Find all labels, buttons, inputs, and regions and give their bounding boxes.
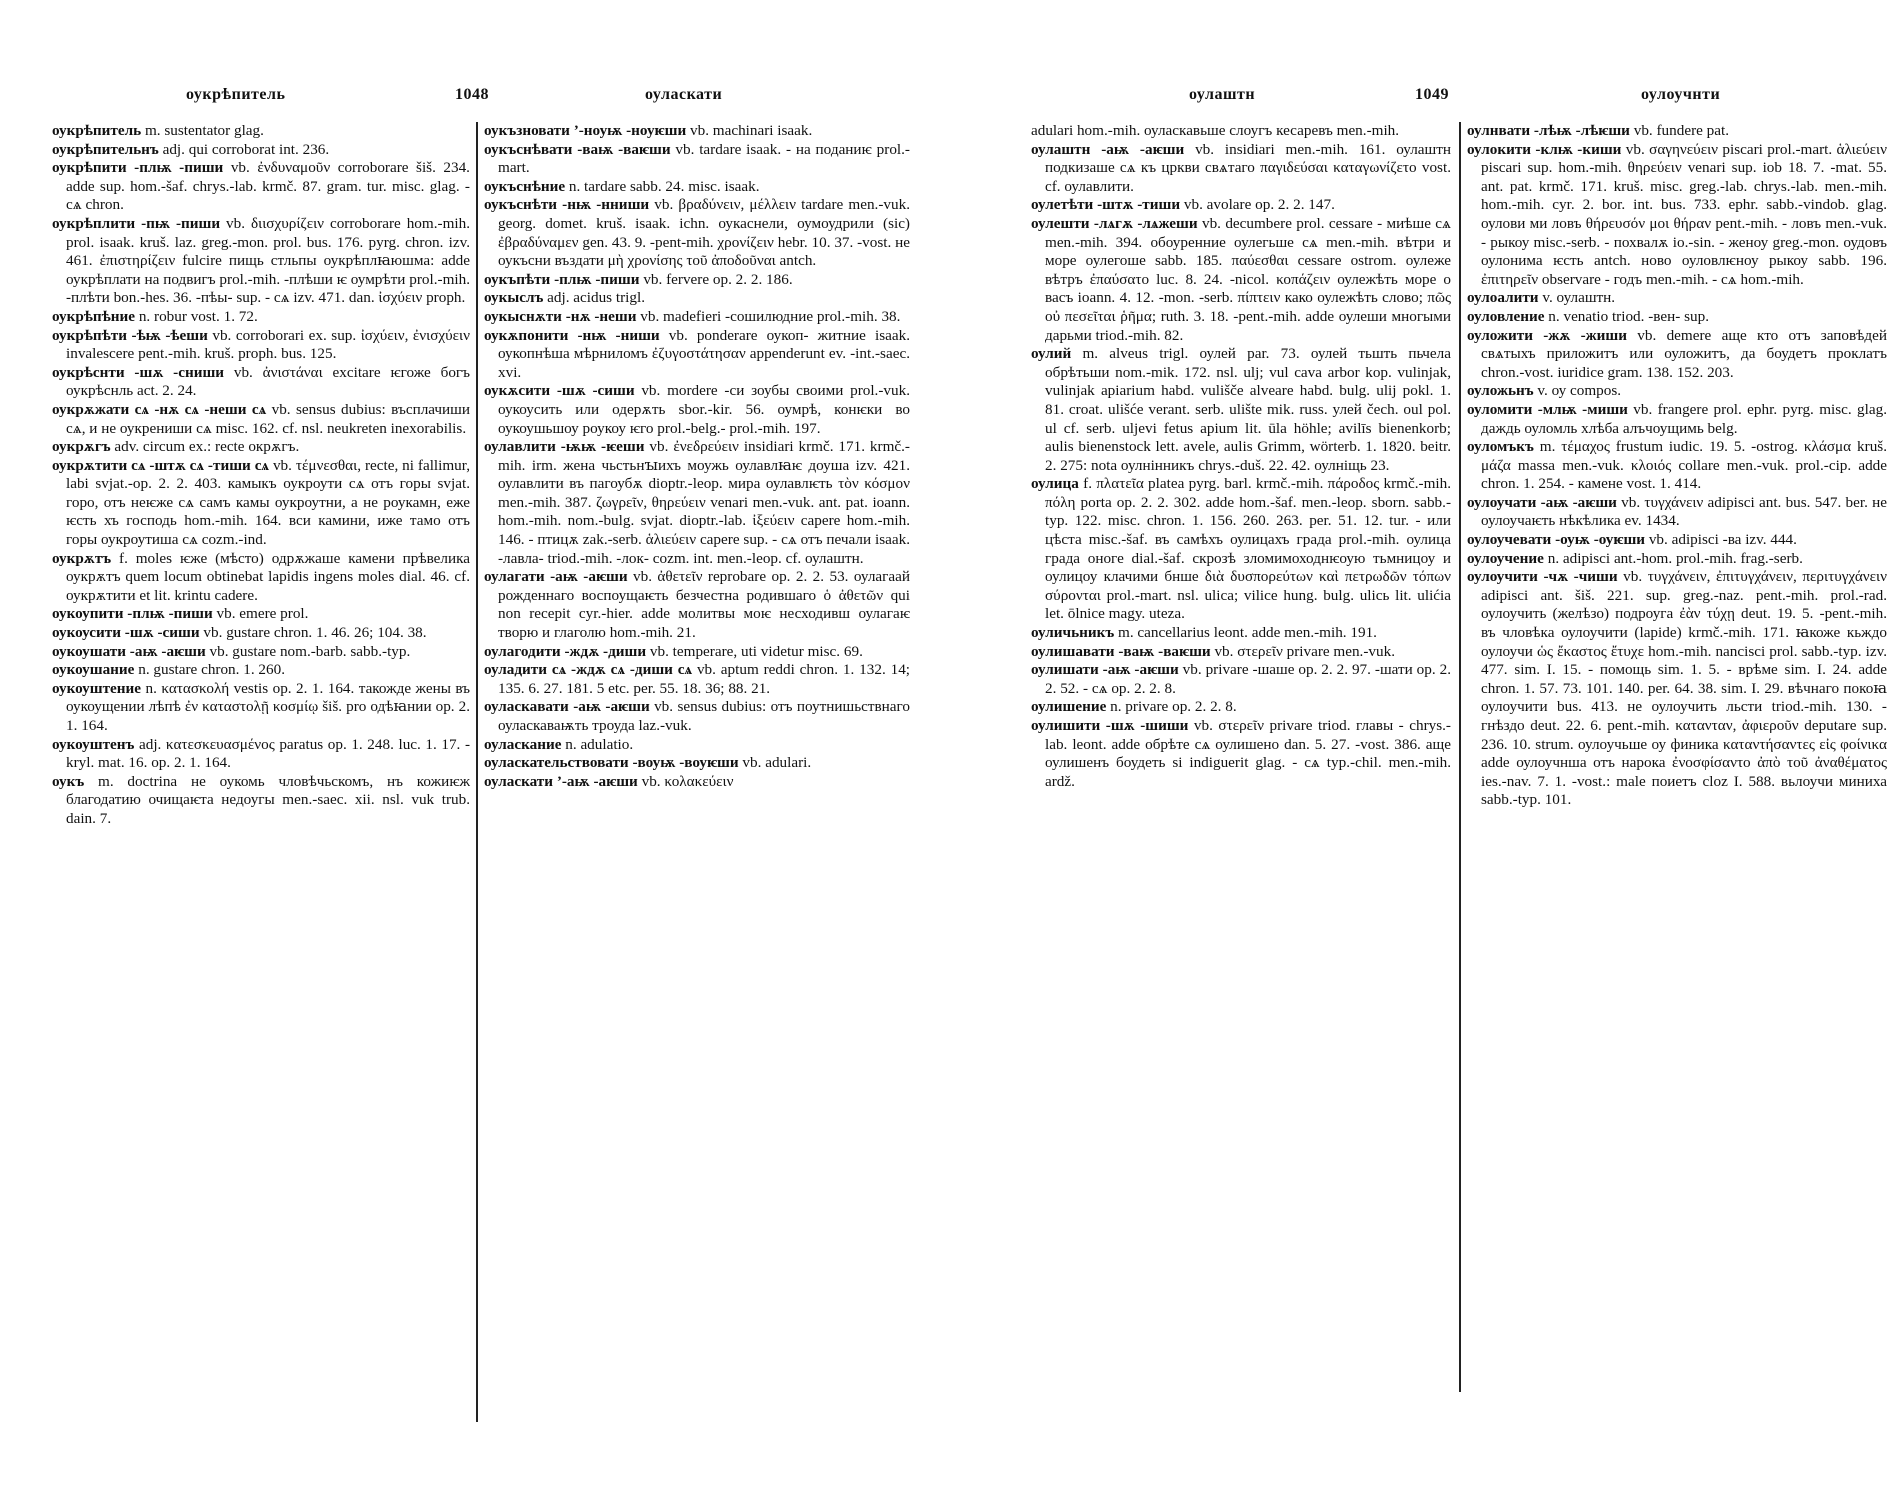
entry-definition: vb. κολακεύειν: [637, 772, 734, 790]
entry-definition: vb. frangere prol. ephr. pyrg. misc. glag. даждь оуломль хлѣба алъчоущимь belg.: [1481, 400, 1887, 437]
dictionary-entry: [484, 661, 910, 698]
entry-headword: оулагати -аѭ -аѥши: [484, 568, 628, 586]
left-header-guide-word-first: оукрѣпитель: [186, 86, 286, 103]
entry-definition: adulari hom.-mih. оуласкавьше слоугъ кесаревъ men.-mih.: [1031, 122, 1400, 139]
entry-definition: vb. ἐνεδρεύειν insidiari krmč. 171. krmč.-mih. irm. жена чьстьнꙑихъ моужь оулавлꙗѥ доуша izv. 421. оулавлити въ пагоубѫ dioptr.-leop. мира оулавлѥть τὸν κόσμον men.-mih. 387. ζωγρεῖν, θηρεύειν venari men.-vuk. ant. pat. ioann. hom.-mih. nom.-bulg. svjat. dioptr.-lab. ἰξεύειν capere hom.-mih. 146. - птицѫ zak.-serb. ἁλιεύειν capere sup. - сѧ отъ печали isaak. -лавла- triod.-mih. -лок- cozm. int. men.-leop. cf. оулаштн.: [498, 438, 910, 567]
left-page-column-1: [52, 122, 470, 829]
left-page-column-2: [484, 122, 910, 791]
entry-definition: n. adipisci ant.-hom. prol.-mih. frag.-serb.: [1543, 549, 1803, 567]
entry-headword: оулоучити -чѫ -чиши: [1467, 568, 1618, 586]
entry-definition: vb. gustare chron. 1. 46. 26; 104. 38.: [199, 624, 427, 642]
entry-definition: vb. sensus dubius: въсплачиши сѧ, и не оукрениши сѧ misc. 162. cf. nsl. neukreten inexorabilis.: [66, 400, 470, 437]
entry-headword: оукыслъ: [484, 289, 544, 307]
entry-definition: vb. demere аще кто отъ заповѣдей свѧтыхъ приложитъ или оуложитъ, да боудетъ проклатъ chron.-vost. iuridice gram. 138. 152. 203.: [1481, 326, 1888, 381]
entry-headword: оулаштн -аѭ -аѥши: [1031, 140, 1185, 158]
entry-headword: оукъснѣние: [484, 177, 566, 195]
entry-definition: vb. corroborari ex. sup. ἰσχύειν, ἐνισχύειν invalescere pent.-mih. kruš. proph. bus. 125.: [66, 326, 470, 363]
entry-definition: n. robur vost. 1. 72.: [135, 307, 258, 325]
entry-definition: v. оулаштн.: [1538, 289, 1616, 307]
entry-headword: оуласкание: [484, 735, 562, 753]
right-page-column-1: [1031, 122, 1451, 791]
entry-headword: оукѫсити -шѫ -сиши: [484, 382, 635, 400]
entry-definition: vb. privare -шаше op. 2. 2. 97. -шати op. 2. 2. 52. - сѧ op. 2. 2. 8.: [1045, 661, 1451, 697]
dictionary-entry: [1467, 531, 1887, 550]
entry-headword: оукоупити -плѭ -пиши: [52, 605, 213, 623]
dictionary-entry: [52, 327, 470, 364]
entry-headword: оуласкательствовати -воуѭ -воуѥши: [484, 754, 739, 772]
right-page-column-2: [1467, 122, 1887, 810]
dictionary-entry: [52, 141, 470, 160]
dictionary-entry: [1467, 122, 1887, 141]
dictionary-entry: [484, 736, 910, 755]
dictionary-entry: [1031, 643, 1451, 662]
dictionary-entry: [484, 308, 910, 327]
entry-headword: оулагодити -ждѫ -диши: [484, 642, 647, 660]
entry-headword: оулешти -лѧгѫ -лѧжеши: [1031, 214, 1198, 232]
dictionary-entry: [484, 327, 910, 383]
dictionary-entry: [52, 550, 470, 606]
entry-definition: vb. gustare nom.-barb. sabb.-typ.: [205, 642, 411, 660]
entry-definition: vb. madefieri -сошилюдние prol.-mih. 38.: [636, 307, 901, 325]
entry-definition: adv. circum ex.: recte окрѫгъ.: [110, 438, 300, 456]
dictionary-entry: [1467, 141, 1887, 290]
entry-headword: оулишити -шѫ -шиши: [1031, 717, 1189, 734]
entry-definition: vb. διισχυρίζειν corroborare hom.-mih. prol. isaak. kruš. laz. greg.-mon. prol. bus. 176. pyrg. chron. izv. 461. ἐπιστηρίζειν fulcire пищь стльпы оукрѣплꙗюшма: adde оукрѣплати на подвигъ prol.-mih. -плѣши ѥ оумрѣти prol.-mih. -плѣти bon.-hes. 36. -пѣы- sup. - сѧ izv. 471. dan. ἰσχύειν proph.: [66, 214, 470, 307]
dictionary-entry: [484, 382, 910, 438]
dictionary-entry: [1467, 289, 1887, 308]
dictionary-entry: [1031, 141, 1451, 197]
entry-definition: adj. qui corroborat int. 236.: [158, 140, 330, 158]
dictionary-entry: [1031, 698, 1451, 717]
dictionary-entry: [484, 698, 910, 735]
entry-definition: vb. στερεῖν privare men.-vuk.: [1210, 642, 1395, 660]
entry-definition: vb. fundere pat.: [1629, 122, 1730, 139]
entry-definition: f. πλατεῖα platea pyrg. barl. krmč.-mih. πάροδος krmč.-mih. πόλη porta op. 2. 2. 302. adde hom.-šaf. men.-leop. sborn. sabb.-typ. 122. misc. chron. 1. 156. 260. 263. per. 51. 12. tur. - или цѣста misc.-šaf. въ самѣхъ оулицахъ града prol.-mih. оулица града оноге dial.-šaf. скрозѣ зломимоходнѥоую тьмницоу и оулицоу клачими бнше διὰ δυσπορεύτων καὶ πετρωδῶν τόπων σύρονται prol.-mart. nsl. ulica; vilice hung. bulg. ulicь lit. ulićia let. ōlnice magy. uteza.: [1045, 475, 1451, 623]
entry-definition: vb. ἀθετεῖν reprobare op. 2. 2. 53. оулагаай рожденнаго воспоущаѥть безчестна родившаго ὁ ἀθετῶν qui non recepit cyr.-hier. adde молитвы моѥ несходивш оулагаѥ творю и глаголю hom.-mih. 21.: [498, 568, 910, 642]
entry-definition: n. privare op. 2. 2. 8.: [1106, 698, 1237, 716]
entry-definition: vb. machinari isaak.: [686, 122, 813, 139]
entry-definition: vb. ponderare оукоп- житние isaak. оукопнѣша мѣрниломъ ἐζυγοστάτησαν appenderunt ev. -int.-saec. xvi.: [498, 326, 910, 381]
dictionary-entry: [1467, 327, 1887, 383]
entry-headword: оулокити -клѭ -киши: [1467, 140, 1622, 158]
entry-headword: оукоушати -аѭ -аѥши: [52, 642, 206, 660]
entry-headword: оулий: [1031, 345, 1072, 363]
dictionary-entry: [1031, 624, 1451, 643]
right-page: [951, 0, 1902, 1500]
entry-definition: vb. tardare isaak. - на поданиѥ prol.-mart.: [498, 140, 910, 177]
entry-headword: оулишати -аѭ -аѥши: [1031, 661, 1179, 679]
entry-headword: оуласкати ’-аѭ -аѥши: [484, 772, 638, 790]
right-page-column-rule: [1459, 122, 1461, 1392]
entry-definition: n. adulatio.: [561, 735, 634, 753]
entry-definition: vb. στερεῖν privare triod. главы - chrys.-lab. leont. adde обрѣте сѧ оулишено dan. 5. 27. -vost. 386. аще оулишенъ боудеть si indiguerit glag. - сѧ typ.-chil. men.-mih. ardž.: [1045, 717, 1451, 790]
entry-headword: оуловление: [1467, 307, 1545, 325]
dictionary-entry: [1467, 438, 1887, 494]
entry-headword: оулетѣти -штѫ -тиши: [1031, 196, 1181, 214]
entry-headword: оукрѫтити сѧ -штѫ сѧ -тиши сѧ: [52, 456, 270, 474]
entry-headword: оулоалити: [1467, 289, 1539, 307]
dictionary-entry: [1031, 717, 1451, 791]
dictionary-entry: [1031, 122, 1451, 141]
entry-headword: оулоучати -аѭ -аѥши: [1467, 493, 1617, 511]
entry-headword: оуломити -млѭ -миши: [1467, 400, 1628, 418]
left-page-column-rule: [476, 122, 478, 1422]
dictionary-entry: [52, 773, 470, 829]
dictionary-entry: [52, 736, 470, 773]
entry-headword: оулишавати -ваѭ -ваѥши: [1031, 642, 1211, 660]
entry-definition: vb. τυγχάνειν, ἐπιτυγχάνειν, περιτυγχάνειν adipisci ant. šiš. 221. sup. greg.-naz. pent.-mih. prol.-rad. оулоучить (желѣзо) подроуга ἐὰν τύχῃ deut. 19. 5. -pent.-mih. въ чловѣка оулоучити (lapide) krmč.-mih. 171. ꙗкоже кьждо оулоучи ὡς ἔκαστος ἔτυχε hom.-mih. nancisci prol. sabb.-typ. izv. 477. sim. I. 15. - помощь sim. 1. 5. - врѣме sim. I. 24. adde chron. 1. 57. 73. 101. 140. per. 64. 38. sim. I. 29. вѣчнаго покоꙗ оулоучити bus. 413. не оулоучить льсти triod.-mih. 130. - гнѣздо deut. 22. 6. pent.-mih. κατανταν, ἀφιεροῦν deputare sup. 236. 10. strum. оулоучьше оу финика καταντήσαντες εἰς φοίνικα adde оулоучнша отъ нарока ἐνοσφίσαντο ἀπὸ τοῦ ἀναθέματος ies.-nav. 7. 1. -vost.: male поиетъ cloz I. 588. вьлоучи миниха sabb.-typ. 101.: [1481, 568, 1887, 809]
dictionary-entry: [52, 122, 470, 141]
entry-headword: оуложьнъ: [1467, 382, 1534, 400]
entry-headword: оукрѣпѣти -ѣѭ -ѣеши: [52, 326, 208, 344]
dictionary-entry: [1031, 661, 1451, 698]
entry-definition: vb. ἐνδυναμοῦν corroborare šiš. 234. adde sup. hom.-šaf. chrys.-lab. krmč. 87. gram. tur. misc. glag. - сѧ chron.: [66, 159, 470, 214]
dictionary-entry: [1031, 475, 1451, 624]
dictionary-entry: [1467, 382, 1887, 401]
entry-headword: оукрѣплити -пѭ -пиши: [52, 214, 221, 232]
left-page-header: [0, 86, 951, 116]
dictionary-entry: [484, 773, 910, 792]
dictionary-entry: [1467, 401, 1887, 438]
dictionary-entry: [484, 289, 910, 308]
entry-headword: оукоуштение: [52, 679, 142, 697]
entry-headword: оукъзновати ’-ноуѭ -ноуѥши: [484, 122, 687, 139]
dictionary-entry: [484, 141, 910, 178]
dictionary-entry: [484, 271, 910, 290]
entry-headword: оулица: [1031, 475, 1079, 493]
entry-definition: n. κατασκολή vestis op. 2. 1. 164. такожде жены въ оукоущении лѣпѣ ἐν καταστολῇ κοσμίῳ šiš. pro одѣꙗнии op. 2. 1. 164.: [66, 679, 470, 734]
entry-definition: vb. decumbere prol. cessare - миѣше сѧ men.-mih. 394. обоуренние оулегьше сѧ men.-mih. вѣтри и море оулегоше sabb. 185. παύεσθαι cessare ostrom. оулеже вѣтръ ἐπαύσατο luc. 8. 24. -nicol. κοπάζειν оулежѣть море о васъ ioann. 4. 12. -mon. -serb. πίπτειν како оулежѣть слово; πῶς οὐ πεσεῖται ῥῆμα; ruth. 3. 18. -pent.-mih. adde оулеши многыми дарьми triod.-mih. 82.: [1045, 214, 1451, 344]
entry-headword: оуласкавати -аѭ -аѥши: [484, 698, 650, 716]
entry-headword: оукоусити -шѫ -сиши: [52, 624, 200, 642]
entry-definition: vb. τυγχάνειν adipisci ant. bus. 547. ber. не оулоучаѥть нѣкѣлика ev. 1434.: [1481, 493, 1887, 530]
dictionary-entry: [52, 401, 470, 438]
entry-headword: оулавлити -ѭѭ -ѥеши: [484, 438, 645, 456]
entry-headword: оукрѫтъ: [52, 549, 112, 567]
dictionary-entry: [1467, 568, 1887, 810]
entry-headword: оукрѣпити -плѭ -пиши: [52, 159, 224, 177]
dictionary-entry: [52, 624, 470, 643]
dictionary-entry: [1467, 308, 1887, 327]
dictionary-entry: [52, 364, 470, 401]
left-header-guide-word-last: оуласкати: [645, 86, 723, 103]
dictionary-entry: [52, 680, 470, 736]
entry-definition: vb. adipisci -ва izv. 444.: [1645, 531, 1797, 549]
entry-headword: оукрѣснти -шѫ -сниши: [52, 363, 225, 381]
entry-definition: n. venatio triod. -вен- sup.: [1544, 307, 1710, 325]
dictionary-entry: [484, 122, 910, 141]
entry-headword: оуложити -жѫ -жиши: [1467, 326, 1628, 344]
entry-definition: vb. σαγηνεύειν piscari prol.-mart. ἁλιεύειν piscari sup. hom.-mih. θηρεύειν venari sup. iob 18. 7. -mat. 55. ant. pat. krmč. 171. kruš. misc. greg.-lab. chrys.-lab. men.-mih. hom.-mih. cyr. 2. bor. int. bus. 733. ephr. sabb.-vindob. glag. оулови ми ловъ θήρευσόν μοι θήραν pent.-mih. - ловъ men.-vuk. - рыкоу misc.-serb. - похвалѫ io.-sin. - женоу greg.-mon. оудовъ оулонима ѥсть antch. ново оуловлѥноу рыкоу sabb. 196. ἐπιτηρεῖν observare - годъ men.-mih. - сѧ hom.-mih.: [1481, 140, 1887, 288]
entry-headword: оукрѣпительнъ: [52, 140, 159, 158]
entry-definition: vb. mordere -си зоубы своими prol.-vuk. оукоусить или одерѫть sbor.-kir. 56. оумрѣ, конѥки во оукоушьшоу роукоу ѥго prol.-belg.- prol.-mih. 197.: [498, 382, 910, 437]
entry-definition: v. оу compos.: [1533, 382, 1622, 400]
entry-definition: f. moles ѥже (мѣсто) одрѫжаше камени прѣвелика оукрѫтъ quem locum obtinebat lapidis ingens moles dial. 46. cf. оукрѫтити et lit. krintu cadere.: [66, 549, 470, 604]
dictionary-entry: [52, 308, 470, 327]
entry-headword: оулнвати -лѣѭ -лѣѥши: [1467, 122, 1630, 139]
entry-definition: vb. aptum reddi chron. 1. 132. 14; 135. 6. 27. 181. 5 etc. per. 55. 18. 36; 88. 21.: [498, 661, 911, 697]
entry-headword: оукѫпонити -нѭ -ниши: [484, 326, 660, 344]
entry-definition: adj. acidus trigl.: [543, 289, 645, 307]
dictionary-entry: [1031, 196, 1451, 215]
entry-headword: оукоушание: [52, 661, 135, 679]
right-header-guide-word-last: оулоучнти: [1641, 86, 1721, 103]
entry-headword: оулишение: [1031, 698, 1107, 716]
entry-definition: m. alveus trigl. оулей par. 73. оулей тьшть пьчела обрѣтьши nom.-mik. 172. nsl. ulj; vul cava arbor kop. vulinjak, vulinjak apiarium habd. vulišče alveare habd. bulg. ulij pokl. 1. 81. croat. ulišće verant. serb. ulište mik. russ. улей čech. oul pol. ul cf. serb. uljevi fetus apium lit. ūla höhle; avilīs bienenkorb; aulis bienenstock lett. avele, aulis Grimm, wörterb. 1. 1820. beitr. 2. 275: nota оулнiнникъ chrys.-duš. 22. 42. оулнiщь 23.: [1045, 345, 1451, 474]
entry-definition: vb. τέμνεσθαι, recte, ni fallimur, labi svjat.-op. 2. 2. 403. камыкъ оукроути сѧ отъ горы svjat. горо, отъ неѥже сѧ самъ камы оукроутни, а не роукамн, еже ѥсть хъ господь hom.-mih. 164. вси камини, иже тамо отъ горы оукроутиша сѧ cozm.-ind.: [66, 456, 470, 549]
dictionary-entry: [52, 605, 470, 624]
entry-definition: vb. sensus dubius: отъ поутнишьствнаго оуласкаваѭть троуда laz.-vuk.: [498, 698, 910, 734]
entry-definition: vb. ἀνιστάναι excitare ѥгоже богъ оукрѣснль act. 2. 24.: [66, 363, 471, 400]
entry-definition: m. sustentator glag.: [141, 122, 264, 139]
dictionary-entry: [1031, 215, 1451, 345]
entry-headword: оукрѣпитель: [52, 122, 142, 139]
entry-definition: m. cancellarius leont. adde men.-mih. 191.: [1114, 624, 1377, 642]
entry-headword: оукрѣпѣние: [52, 307, 136, 325]
entry-definition: n. tardare sabb. 24. misc. isaak.: [565, 177, 760, 195]
entry-headword: оуличьникъ: [1031, 624, 1115, 642]
entry-headword: оукыснѫти -нѫ -неши: [484, 307, 637, 325]
dictionary-entry: [484, 754, 910, 773]
dictionary-entry: [52, 438, 470, 457]
entry-headword: оуладити сѧ -ждѫ сѧ -диши сѧ: [484, 661, 693, 679]
entry-definition: vb. temperare, uti videtur misc. 69.: [646, 642, 863, 660]
dictionary-entry: [484, 178, 910, 197]
dictionary-entry: [484, 196, 910, 270]
entry-headword: оукрѫжати сѧ -нѫ сѧ -неши сѧ: [52, 400, 267, 418]
dictionary-entry: [52, 643, 470, 662]
entry-headword: оукрѫгъ: [52, 438, 111, 456]
left-header-page-number: 1048: [455, 86, 489, 103]
entry-headword: оукъснѣти -нѭ -нниши: [484, 196, 650, 214]
dictionary-entry: [52, 457, 470, 550]
entry-definition: adj. κατεσκευασμένος paratus op. 1. 248. luc. 1. 17. -kryl. mat. 16. op. 2. 1. 164.: [66, 735, 470, 772]
entry-definition: vb. βραδύνειν, μέλλειν tardare men.-vuk. georg. domet. kruš. isaak. ichn. оукаснели, оумоудрили (sic) ἐβραδύναμεν gen. 43. 9. -pent-mih. χρονίζειν hebr. 10. 37. -vost. не оукъсни въздати μὴ χρονίσης τοῦ ἀποδοῦναι antch.: [498, 196, 910, 270]
dictionary-entry: [484, 438, 910, 568]
entry-headword: оулоучение: [1467, 549, 1544, 567]
entry-headword: оукъснѣвати -ваѭ -ваѥши: [484, 140, 671, 158]
right-page-header: [951, 86, 1902, 116]
dictionary-entry: [1031, 345, 1451, 475]
entry-definition: m. doctrina не оукомь чловѣчьскомъ, нъ кожиѥж благодатию очищаѥта недоугы men.-saec. xii. nsl. vuk trub. dain. 7.: [66, 772, 470, 827]
dictionary-entry: [52, 661, 470, 680]
dictionary-entry: [484, 643, 910, 662]
entry-headword: оуломъкъ: [1467, 438, 1534, 456]
entry-definition: vb. emere prol.: [212, 605, 309, 623]
right-header-page-number: 1049: [1415, 86, 1449, 103]
dictionary-entry: [52, 215, 470, 308]
entry-headword: оукоуштенъ: [52, 735, 135, 753]
entry-definition: vb. adulari.: [738, 754, 812, 772]
entry-definition: m. τέμαχος frustum iudic. 19. 5. -ostrog. κλάσμα kruš. μάζα massa men.-vuk. κλοιός collare men.-vuk. prol.-cip. adde chron. 1. 254. - камене vost. 1. 414.: [1481, 438, 1887, 493]
entry-definition: vb. fervere op. 2. 2. 186.: [639, 270, 793, 288]
right-header-guide-word-first: оулаштн: [1189, 86, 1256, 103]
entry-headword: оукъ: [52, 772, 85, 790]
entry-definition: vb. avolare op. 2. 2. 147.: [1180, 196, 1335, 214]
entry-definition: n. gustare chron. 1. 260.: [134, 661, 286, 679]
dictionary-entry: [1467, 550, 1887, 569]
entry-definition: vb. insidiari men.-mih. 161. оулаштн подкизаше сѧ къ цркви свѧтаго παγιδεύσαι καταγωνίζετο vost. cf. оулавлити.: [1045, 140, 1451, 195]
dictionary-entry: [52, 159, 470, 215]
entry-headword: оулоучевати -оуѭ -оуѥши: [1467, 531, 1646, 549]
dictionary-entry: [1467, 494, 1887, 531]
dictionary-entry: [484, 568, 910, 642]
entry-headword: оукъпѣти -плѭ -пиши: [484, 270, 640, 288]
